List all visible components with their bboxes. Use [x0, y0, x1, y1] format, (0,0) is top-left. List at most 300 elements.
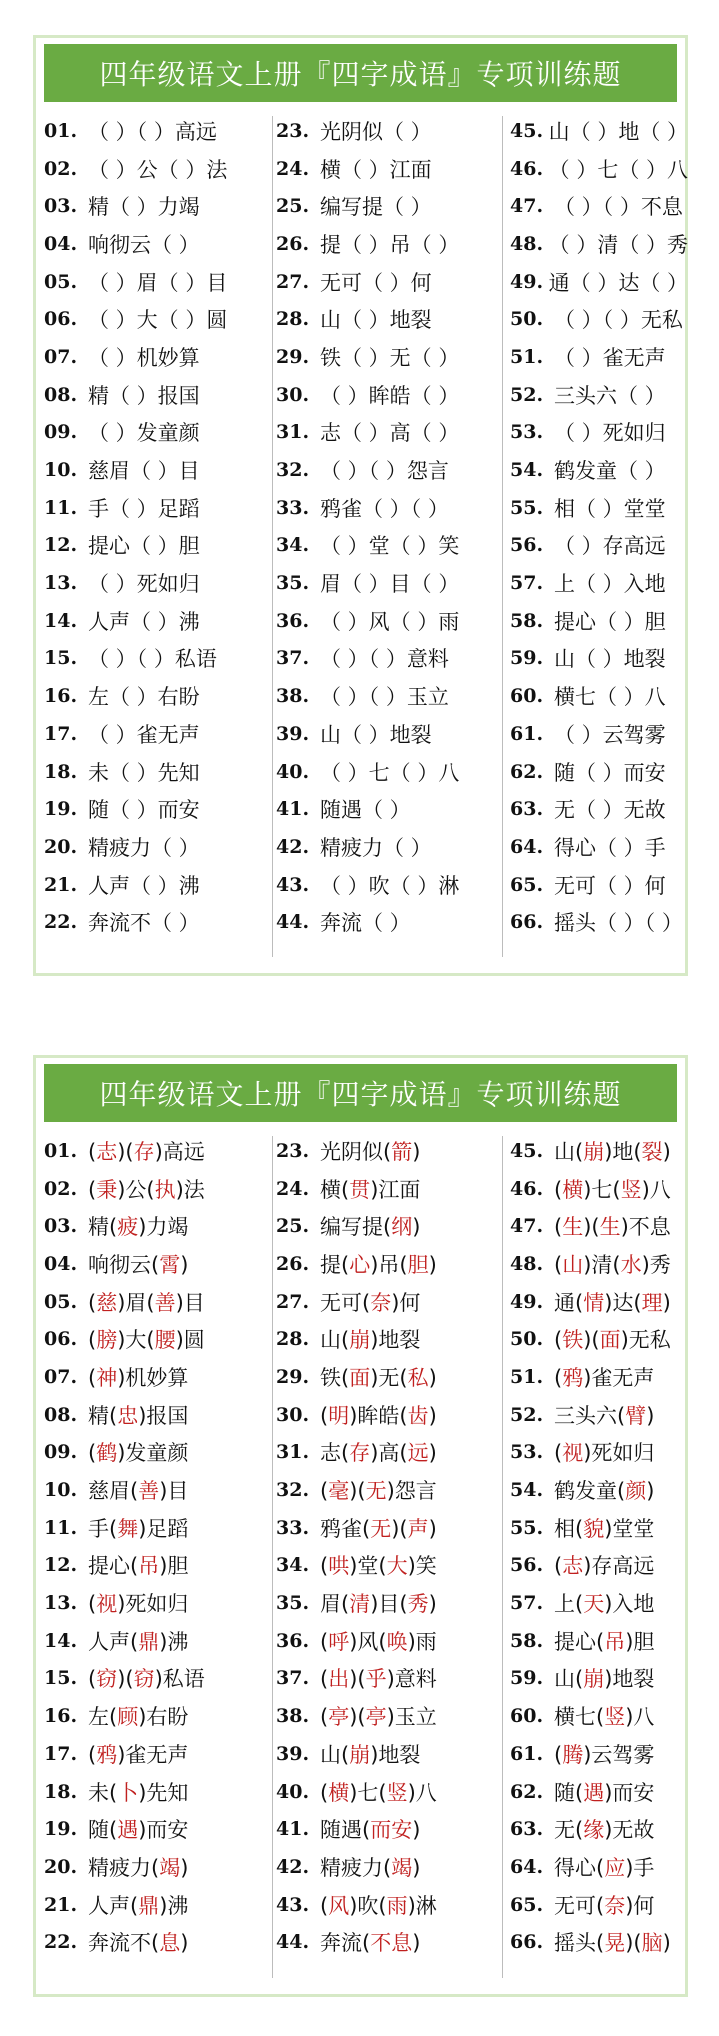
answer-row [44, 1283, 266, 1321]
question-idiom: 无可（ ）何 [554, 873, 666, 898]
question-row [44, 903, 266, 941]
question-idiom: （ ）堂（ ）笑 [320, 534, 460, 559]
question-number: 32. [276, 459, 310, 482]
question-row [44, 677, 266, 715]
answer-number: 39. [276, 1742, 310, 1765]
answer-char: 无 [370, 1516, 392, 1541]
answer-idiom [88, 1777, 188, 1807]
answer-char: 雨 [386, 1893, 408, 1918]
answer-text: ( [554, 1365, 563, 1390]
answer-number: 63. [510, 1818, 544, 1841]
answer-text: )目 [159, 1479, 189, 1504]
answer-text: )足蹈 [138, 1516, 189, 1541]
answer-row [276, 1923, 498, 1961]
answer-text: ( [554, 1554, 563, 1579]
answer-char: 卜 [117, 1780, 139, 1805]
question-panel [33, 35, 688, 976]
answer-text: )地裂 [370, 1328, 421, 1353]
answer-row [44, 1245, 266, 1283]
question-idiom: （ ）雀无声 [554, 345, 666, 370]
question-row [510, 112, 688, 150]
answer-char: 善 [138, 1479, 160, 1504]
answer-idiom [88, 1814, 188, 1844]
answer-char: 鸦 [96, 1742, 118, 1767]
answer-text: 得心( [554, 1855, 605, 1880]
answer-text: )目( [370, 1592, 408, 1617]
answer-char: 齿 [407, 1403, 429, 1428]
question-idiom: 山（ ）地裂 [554, 647, 666, 672]
question-panel-header [44, 44, 677, 102]
question-idiom: 通（ ）达（ ） [548, 270, 688, 295]
answer-number: 12. [44, 1554, 78, 1577]
question-row [510, 263, 688, 301]
question-idiom: （ ）死如归 [88, 572, 200, 597]
answer-idiom [88, 1211, 188, 1241]
answer-text: ) [180, 1931, 189, 1956]
answer-idiom [88, 1287, 205, 1317]
answer-char: 貌 [583, 1516, 605, 1541]
question-row [510, 451, 688, 489]
question-number: 39. [276, 722, 310, 745]
answer-char: 唤 [386, 1629, 408, 1654]
answer-text: )八 [407, 1780, 437, 1805]
answer-char: 情 [583, 1290, 605, 1315]
answer-text: ) [646, 1479, 655, 1504]
answer-row [44, 1320, 266, 1358]
question-number: 61. [510, 722, 544, 745]
answer-text: )吹( [349, 1893, 387, 1918]
answer-text: )意料 [386, 1667, 437, 1692]
answer-char: 奈 [370, 1290, 392, 1315]
answer-number: 56. [510, 1554, 544, 1577]
answer-text: 眉( [320, 1592, 350, 1617]
question-number: 19. [44, 798, 78, 821]
question-idiom: （ ）（ ）高远 [88, 119, 217, 144]
answer-text: 横( [320, 1177, 350, 1202]
question-row [276, 150, 498, 188]
answer-text: 随( [88, 1818, 118, 1843]
question-idiom: 提（ ）吊（ ） [320, 232, 460, 257]
answer-text: )目 [175, 1290, 205, 1315]
answer-char: 腰 [154, 1328, 176, 1353]
question-idiom: 得心（ ）手 [554, 835, 666, 860]
answer-number: 36. [276, 1629, 310, 1652]
answer-text: )笑 [407, 1554, 437, 1579]
answer-text: )淋 [407, 1893, 437, 1918]
answer-text: ( [554, 1742, 563, 1767]
answer-text: ( [88, 1290, 97, 1315]
answer-text: 奔流( [320, 1931, 371, 1956]
answer-char: 竖 [620, 1177, 642, 1202]
answer-text: 精疲力( [88, 1855, 160, 1880]
question-row [276, 527, 498, 565]
question-idiom: （ ）雀无声 [88, 722, 200, 747]
question-row [510, 527, 688, 565]
answer-text: ( [88, 1742, 97, 1767]
question-idiom: （ ）（ ）无私 [554, 308, 683, 333]
question-row [44, 150, 266, 188]
question-row [510, 715, 688, 753]
question-idiom: 光阴似（ ） [320, 119, 432, 144]
answer-number: 22. [44, 1931, 78, 1954]
answer-row [276, 1886, 498, 1924]
question-number: 65. [510, 873, 544, 896]
answer-number: 54. [510, 1479, 544, 1502]
answer-row [44, 1207, 266, 1245]
answer-idiom [320, 1362, 437, 1392]
answer-row [276, 1547, 498, 1585]
answer-row [44, 1509, 266, 1547]
answer-text: 鹤发童( [554, 1479, 626, 1504]
answer-text: ( [320, 1667, 329, 1692]
question-idiom: 山（ ）地裂 [320, 308, 432, 333]
answer-text: )力竭 [138, 1215, 189, 1240]
answer-text: )入地 [604, 1592, 655, 1617]
question-idiom: 随遇（ ） [320, 798, 411, 823]
question-row [44, 790, 266, 828]
answer-text: )不息 [620, 1215, 671, 1240]
question-row [510, 150, 688, 188]
answer-column-3 [510, 1132, 688, 1961]
answer-text: )机妙算 [117, 1365, 189, 1390]
question-row [510, 640, 688, 678]
answer-row [44, 1622, 266, 1660]
question-idiom: 无可（ ）何 [320, 270, 432, 295]
question-number: 59. [510, 647, 544, 670]
question-row [276, 451, 498, 489]
answer-row [510, 1509, 688, 1547]
answer-row [44, 1886, 266, 1924]
answer-idiom [554, 1588, 654, 1618]
question-row [44, 112, 266, 150]
question-idiom: 提心（ ）胆 [88, 534, 200, 559]
answer-idiom [320, 1550, 437, 1580]
answer-panel [33, 1055, 688, 1997]
answer-row [44, 1923, 266, 1961]
answer-text: )七( [583, 1177, 621, 1202]
question-idiom: 山（ ）地（ ） [548, 119, 688, 144]
answer-char: 视 [96, 1592, 118, 1617]
question-number: 34. [276, 534, 310, 557]
answer-number: 08. [44, 1403, 78, 1426]
answer-idiom [88, 1927, 188, 1957]
answer-idiom [88, 1739, 188, 1769]
question-idiom: （ ）吹（ ）淋 [320, 873, 460, 898]
answer-number: 33. [276, 1516, 310, 1539]
question-row [510, 790, 688, 828]
answer-text: 相( [554, 1516, 584, 1541]
answer-text: ) [662, 1290, 671, 1315]
answer-text: 山( [554, 1667, 584, 1692]
answer-idiom [554, 1777, 654, 1807]
answer-char: 面 [599, 1328, 621, 1353]
answer-number: 26. [276, 1252, 310, 1275]
answer-text: )无( [370, 1365, 408, 1390]
answer-number: 07. [44, 1365, 78, 1388]
answer-row [276, 1358, 498, 1396]
answer-idiom [320, 1701, 437, 1731]
answer-idiom [320, 1249, 437, 1279]
question-row [276, 790, 498, 828]
answer-number: 35. [276, 1592, 310, 1615]
answer-number: 03. [44, 1215, 78, 1238]
answer-text: )江面 [370, 1177, 421, 1202]
answer-char: 毫 [328, 1479, 350, 1504]
question-idiom: 精（ ）力竭 [88, 195, 200, 220]
question-number: 26. [276, 232, 310, 255]
answer-row [44, 1471, 266, 1509]
answer-text: ) [412, 1931, 421, 1956]
question-row [276, 225, 498, 263]
question-idiom: 鸦雀（ ）（ ） [320, 496, 449, 521]
answer-number: 53. [510, 1441, 544, 1464]
answer-row [44, 1848, 266, 1886]
question-idiom: 响彻云（ ） [88, 232, 200, 257]
answer-idiom [320, 1324, 420, 1354]
answer-text: 精疲力( [320, 1855, 392, 1880]
answer-number: 31. [276, 1441, 310, 1464]
question-number: 09. [44, 421, 78, 444]
answer-text: ( [88, 1592, 97, 1617]
answer-char: 呼 [328, 1629, 350, 1654]
answer-text: )( [583, 1328, 600, 1353]
answer-char: 亭 [328, 1705, 350, 1730]
question-number: 50. [510, 308, 544, 331]
answer-text: 精( [88, 1403, 118, 1428]
question-number: 40. [276, 760, 310, 783]
answer-text: ( [554, 1215, 563, 1240]
answer-text: ) [662, 1931, 671, 1956]
answer-char: 窃 [96, 1667, 118, 1692]
answer-idiom [88, 1249, 188, 1279]
question-number: 36. [276, 609, 310, 632]
answer-text: 志( [320, 1441, 350, 1466]
answer-char: 晃 [604, 1931, 626, 1956]
answer-char: 崩 [349, 1328, 371, 1353]
answer-idiom [554, 1663, 654, 1693]
answer-row [276, 1773, 498, 1811]
question-idiom: 鹤发童（ ） [554, 459, 666, 484]
answer-text: ( [320, 1780, 329, 1805]
question-idiom: （ ）存高远 [554, 534, 666, 559]
question-idiom: 相（ ）堂堂 [554, 496, 666, 521]
answer-number: 66. [510, 1931, 544, 1954]
answer-row [44, 1584, 266, 1622]
question-number: 27. [276, 270, 310, 293]
page-title: 四年级语文上册『四字成语』专项训练题 [99, 58, 622, 91]
answer-text: ) [428, 1365, 437, 1390]
answer-text: 无可( [554, 1893, 605, 1918]
answer-number: 23. [276, 1139, 310, 1162]
question-number: 25. [276, 195, 310, 218]
answer-char: 志 [562, 1554, 584, 1579]
answer-text: )沸 [159, 1629, 189, 1654]
answer-row [276, 1584, 498, 1622]
question-idiom: 精疲力（ ） [320, 835, 432, 860]
answer-char: 志 [96, 1139, 118, 1164]
question-idiom: （ ）眸皓（ ） [320, 383, 460, 408]
answer-text: )发童颜 [117, 1441, 189, 1466]
answer-char: 山 [562, 1252, 584, 1277]
answer-char: 神 [96, 1365, 118, 1390]
answer-text: ( [88, 1139, 97, 1164]
answer-number: 05. [44, 1290, 78, 1313]
answer-number: 34. [276, 1554, 310, 1577]
answer-char: 忠 [117, 1403, 139, 1428]
answer-idiom [88, 1174, 205, 1204]
answer-char: 吊 [138, 1554, 160, 1579]
answer-text: )怨言 [386, 1479, 437, 1504]
answer-idiom [554, 1626, 654, 1656]
answer-text: 精( [88, 1215, 118, 1240]
question-idiom: 编写提（ ） [320, 195, 432, 220]
answer-panel-header [44, 1064, 677, 1122]
answer-row [44, 1810, 266, 1848]
answer-text: )死如归 [117, 1592, 189, 1617]
answer-char: 疲 [117, 1215, 139, 1240]
answer-text: ) [428, 1516, 437, 1541]
question-idiom: 随（ ）而安 [88, 798, 200, 823]
answer-text: )雨 [407, 1629, 437, 1654]
answer-number: 43. [276, 1893, 310, 1916]
answer-text: )达( [604, 1290, 642, 1315]
answer-idiom [88, 1663, 205, 1693]
answer-row [510, 1434, 688, 1472]
answer-text: )大( [117, 1328, 155, 1353]
answer-char: 执 [154, 1177, 176, 1202]
question-row [44, 187, 266, 225]
answer-text: 手( [88, 1516, 118, 1541]
question-row [510, 903, 688, 941]
answer-number: 25. [276, 1215, 310, 1238]
answer-text: )八 [625, 1705, 655, 1730]
answer-text: 山( [554, 1139, 584, 1164]
answer-row [44, 1547, 266, 1585]
answer-number: 28. [276, 1328, 310, 1351]
answer-idiom [554, 1852, 654, 1882]
answer-text: ( [88, 1328, 97, 1353]
answer-text: 上( [554, 1592, 584, 1617]
question-idiom: 三头六（ ） [554, 383, 666, 408]
answer-text: ( [88, 1441, 97, 1466]
answer-number: 14. [44, 1629, 78, 1652]
answer-row [510, 1245, 688, 1283]
question-idiom: 随（ ）而安 [554, 760, 666, 785]
answer-char: 风 [328, 1893, 350, 1918]
answer-row [276, 1509, 498, 1547]
question-row [44, 376, 266, 414]
answer-row [510, 1848, 688, 1886]
question-idiom: 上（ ）入地 [554, 572, 666, 597]
question-number: 18. [44, 760, 78, 783]
answer-number: 49. [510, 1290, 544, 1313]
answer-row [44, 1735, 266, 1773]
answer-text: )高( [370, 1441, 408, 1466]
answer-text: )报国 [138, 1403, 189, 1428]
question-row [510, 376, 688, 414]
answer-number: 52. [510, 1403, 544, 1426]
question-row [276, 300, 498, 338]
answer-text: ( [320, 1629, 329, 1654]
answer-number: 15. [44, 1667, 78, 1690]
question-row [276, 338, 498, 376]
answer-char: 颜 [625, 1479, 647, 1504]
answer-char: 慈 [96, 1290, 118, 1315]
question-number: 46. [510, 157, 544, 180]
answer-text: 随遇( [320, 1818, 371, 1843]
question-number: 04. [44, 232, 78, 255]
question-row [276, 564, 498, 602]
answer-char: 生 [599, 1215, 621, 1240]
question-idiom: 山（ ）地裂 [320, 722, 432, 747]
answer-number: 16. [44, 1705, 78, 1728]
answer-idiom [554, 1136, 671, 1166]
answer-char: 崩 [583, 1667, 605, 1692]
answer-row [276, 1471, 498, 1509]
answer-text: )手 [625, 1855, 655, 1880]
question-row [276, 828, 498, 866]
answer-text: 人声( [88, 1629, 139, 1654]
answer-text: )七( [349, 1780, 387, 1805]
question-row [44, 527, 266, 565]
answer-char: 缘 [583, 1818, 605, 1843]
answer-idiom [554, 1739, 654, 1769]
question-row [44, 640, 266, 678]
answer-row [276, 1207, 498, 1245]
question-number: 45. [510, 119, 544, 142]
answer-char: 生 [562, 1215, 584, 1240]
question-idiom: 左（ ）右盼 [88, 685, 200, 710]
answer-idiom [554, 1513, 654, 1543]
answer-text: ) [428, 1252, 437, 1277]
answer-row [510, 1471, 688, 1509]
answer-row [44, 1660, 266, 1698]
answer-number: 21. [44, 1893, 78, 1916]
answer-number: 19. [44, 1818, 78, 1841]
question-number: 35. [276, 572, 310, 595]
answer-number: 29. [276, 1365, 310, 1388]
answer-text: ) [428, 1403, 437, 1428]
answer-text: )右盼 [138, 1705, 189, 1730]
answer-number: 11. [44, 1516, 78, 1539]
answer-idiom [88, 1324, 205, 1354]
question-number: 22. [44, 911, 78, 934]
answer-text: ) [662, 1139, 671, 1164]
question-number: 14. [44, 609, 78, 632]
answer-text: 光阴似( [320, 1139, 392, 1164]
answer-char: 奈 [604, 1893, 626, 1918]
answer-char: 竭 [391, 1855, 413, 1880]
answer-char: 鼎 [138, 1629, 160, 1654]
question-idiom: 未（ ）先知 [88, 760, 200, 785]
question-idiom: 眉（ ）目（ ） [320, 572, 460, 597]
answer-column-2 [276, 1132, 498, 1961]
answer-number: 30. [276, 1403, 310, 1426]
question-row [44, 866, 266, 904]
question-row [510, 338, 688, 376]
answer-text: )( [117, 1667, 134, 1692]
answer-text: )先知 [138, 1780, 189, 1805]
question-row [44, 564, 266, 602]
answer-idiom [88, 1588, 188, 1618]
question-column-2 [276, 112, 498, 941]
answer-text: 提( [320, 1252, 350, 1277]
answer-char: 出 [328, 1667, 350, 1692]
answer-idiom [320, 1513, 437, 1543]
question-number: 13. [44, 572, 78, 595]
answer-char: 遇 [583, 1780, 605, 1805]
question-number: 06. [44, 308, 78, 331]
